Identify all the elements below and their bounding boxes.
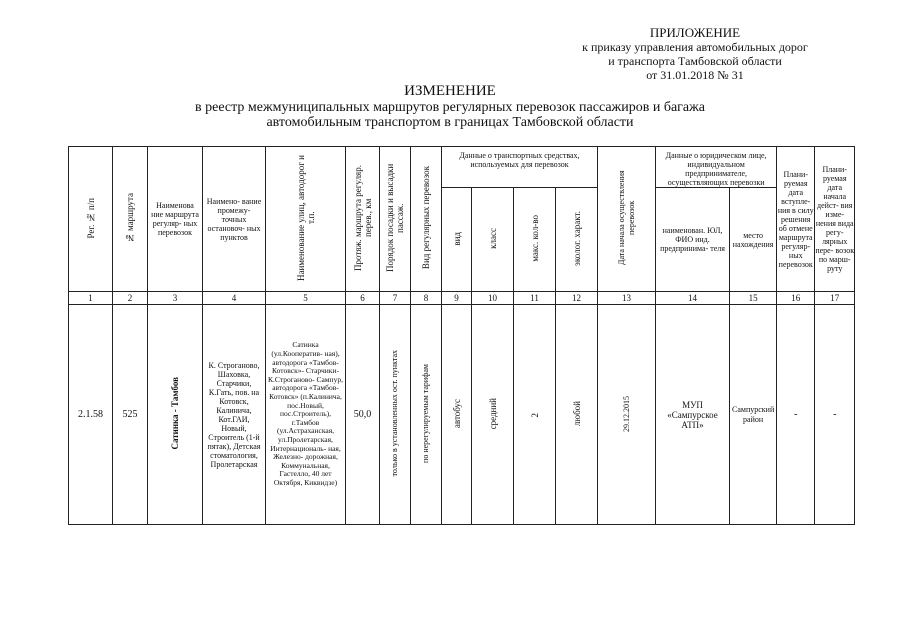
cell-start-date: 29.12.2015	[598, 305, 656, 525]
header-carrier-name: наименован. ЮЛ, ФИО инд. предпринима- теля	[656, 188, 730, 292]
col-number: 4	[203, 292, 266, 305]
col-number: 16	[777, 292, 815, 305]
header-vehicle-kind: вид	[442, 188, 472, 292]
appendix-line-2: и транспорта Тамбовской области	[608, 54, 782, 68]
col-number: 5	[266, 292, 346, 305]
cell-length: 50,0	[346, 305, 380, 525]
header-cancel-date: Плани- руемая дата вступле- ния в силу решения об отмене маршрута регуляр- ных перевозок	[777, 147, 815, 292]
col-number: 6	[346, 292, 380, 305]
header-vehicles-group: Данные о транспортных средствах, используемых для перевозок	[442, 147, 598, 188]
cell-reg: 2.1.58	[69, 305, 113, 525]
appendix-block	[560, 26, 830, 82]
header-carrier-group: Данные о юридическом лице, индивидуальном предпринимателе, осуществляющих перевозки	[656, 147, 777, 188]
title-heading: ИЗМЕНЕНИЕ	[404, 83, 496, 99]
column-numbers-row	[69, 292, 855, 305]
cell-change-date: -	[815, 305, 855, 525]
cell-streets: Сатинка (ул.Кооператив- ная), автодорога «Тамбов- Котовск»- Старчики- К.Строганово- Сампур, автодорога «Тамбов-Котовск» (п.Калинича, пос.Новый, пос.Строитель), г.Тамбов (ул.Астраханская, ул.Пролетарская, Интернациональ- ная, Железно- дорожная, Коммунальная, Гастелло, 40 лет Октября, Киквидзе)	[266, 305, 346, 525]
header-eco: эколог. характ.	[556, 188, 598, 292]
header-route-name: Наименова ние маршрута регуляр- ных перевозок	[148, 147, 203, 292]
title-line-2: автомобильным транспортом в границах Тамбовской области	[266, 115, 634, 130]
header-type: Вид регулярных перевозок	[411, 147, 442, 292]
header-route-no: № маршрута	[113, 147, 148, 292]
col-number: 14	[656, 292, 730, 305]
cell-max-qty: 2	[514, 305, 556, 525]
header-start-date: Дата начала осуществления перевозок	[598, 147, 656, 292]
col-number: 9	[442, 292, 472, 305]
col-number: 7	[380, 292, 411, 305]
table-row	[69, 305, 855, 525]
header-stops: Наимено- вание промежу- точных остановоч- ных пунктов	[203, 147, 266, 292]
header-boarding: Порядок посадки и высадки пассаж.	[380, 147, 411, 292]
header-carrier-location: место нахождения	[730, 188, 777, 292]
registry-table	[68, 146, 855, 525]
cell-cancel-date: -	[777, 305, 815, 525]
cell-stops: К. Строганово, Шаховка, Старчики, К.Гать, пов. на Котовск, Калинича, Кот.ГАИ, Новый, Строитель (1-й пятак), Детская стоматология, Пролетарская	[203, 305, 266, 525]
title-line-1: в реестр межмуниципальных маршрутов регулярных перевозок пассажиров и багажа	[195, 100, 705, 115]
document-title	[150, 83, 750, 130]
cell-type: по нерегулируемым тарифам	[411, 305, 442, 525]
col-number: 8	[411, 292, 442, 305]
col-number: 17	[815, 292, 855, 305]
col-number: 3	[148, 292, 203, 305]
appendix-line-3: от 31.01.2018 № 31	[646, 68, 744, 82]
header-change-date: Плани- руемая дата начала дейст- вия изме- нения вида регу- лярных пере- возок по марш- руту	[815, 147, 855, 292]
appendix-heading: ПРИЛОЖЕНИЕ	[649, 25, 741, 40]
col-number: 11	[514, 292, 556, 305]
cell-location: Сампурский район	[730, 305, 777, 525]
cell-route-name: Сатинка - Тамбов	[148, 305, 203, 525]
header-max-qty: макс. кол-во	[514, 188, 556, 292]
cell-eco: любой	[556, 305, 598, 525]
header-streets: Наименование улиц, автодорог и т.п.	[266, 147, 346, 292]
col-number: 15	[730, 292, 777, 305]
col-number: 12	[556, 292, 598, 305]
col-number: 13	[598, 292, 656, 305]
cell-route-no: 525	[113, 305, 148, 525]
header-vehicle-class: класс	[472, 188, 514, 292]
header-length: Протяж. маршрута регуляр. перев., км	[346, 147, 380, 292]
cell-boarding: только в установленных ост. пунктах	[380, 305, 411, 525]
cell-vehicle: автобус	[442, 305, 472, 525]
appendix-line-1: к приказу управления автомобильных дорог	[582, 40, 808, 54]
header-reg-no: Рег. № п/п	[69, 147, 113, 292]
col-number: 1	[69, 292, 113, 305]
cell-class: средний	[472, 305, 514, 525]
cell-carrier: МУП «Сампурское АТП»	[656, 305, 730, 525]
col-number: 10	[472, 292, 514, 305]
col-number: 2	[113, 292, 148, 305]
